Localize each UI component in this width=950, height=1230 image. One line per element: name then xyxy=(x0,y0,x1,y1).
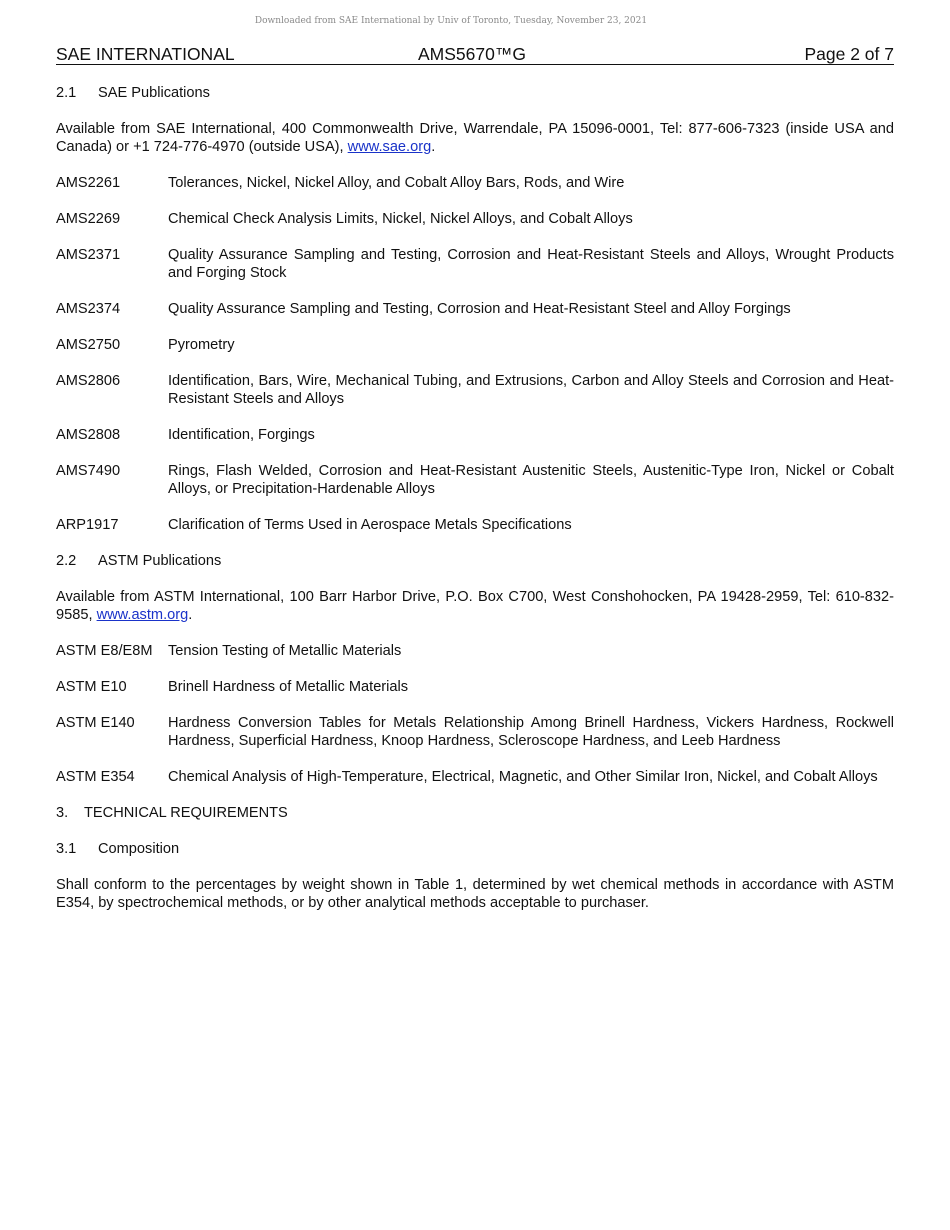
reference-code: AMS2269 xyxy=(56,211,121,227)
reference-title: Pyrometry xyxy=(168,337,235,353)
page-header xyxy=(56,44,894,65)
section-number: 2.1 xyxy=(56,85,77,101)
reference-title: Clarification of Terms Used in Aerospace Metals Specifications xyxy=(168,517,572,533)
reference-item xyxy=(56,462,894,498)
reference-item xyxy=(56,246,894,282)
section-title: ASTM Publications xyxy=(98,553,222,569)
document-body xyxy=(56,84,894,912)
sae-intro-text: Available from SAE International, 400 Commonwealth Drive, Warrendale, PA 15096-0001, Tel: 877-606-7323 (inside USA and Canada) or +1 724-776-4970 (outside USA), xyxy=(56,121,894,155)
section-title: TECHNICAL REQUIREMENTS xyxy=(84,805,288,821)
reference-title: Tension Testing of Metallic Materials xyxy=(168,643,402,659)
sae-availability-paragraph: Available from SAE International, 400 Commonwealth Drive, Warrendale, PA 15096-0001, Tel: 877-606-7323 (inside USA and Canada) or +1 724-776-4970 (outside USA), www.sae.org. xyxy=(56,121,894,155)
astm-availability-paragraph: Available from ASTM International, 100 Barr Harbor Drive, P.O. Box C700, West Conshohocken, PA 19428-2959, Tel: 610-832-9585, www.astm.org. xyxy=(56,589,894,623)
reference-item xyxy=(56,714,894,750)
reference-code: AMS2371 xyxy=(56,247,121,263)
section-number: 3. xyxy=(56,805,69,821)
reference-code: ASTM E140 xyxy=(56,715,135,731)
reference-item xyxy=(56,210,894,228)
header-org: SAE INTERNATIONAL xyxy=(56,44,235,64)
download-notice: Downloaded from SAE International by Univ of Toronto, Tuesday, November 23, 2021 xyxy=(254,16,648,26)
reference-item xyxy=(56,174,894,192)
reference-item xyxy=(56,642,894,660)
reference-title: Chemical Check Analysis Limits, Nickel, Nickel Alloys, and Cobalt Alloys xyxy=(168,211,633,227)
reference-code: AMS2808 xyxy=(56,427,121,443)
header-doc-number: AMS5670™G xyxy=(418,44,526,64)
reference-title: Identification, Bars, Wire, Mechanical Tubing, and Extrusions, Carbon and Alloy Steels and Corrosion and Heat-Resistant Steels and Alloys xyxy=(168,373,894,407)
sae-website-link[interactable]: www.sae.org xyxy=(347,139,432,155)
composition-paragraph: Shall conform to the percentages by weight shown in Table 1, determined by wet chemical methods in accordance with ASTM E354, by spectrochemical methods, or by other analytical methods acceptable to purchaser. xyxy=(56,877,894,911)
section-number: 2.2 xyxy=(56,553,77,569)
section-title: SAE Publications xyxy=(98,85,210,101)
reference-code: AMS2806 xyxy=(56,373,121,389)
header-page-number: Page 2 of 7 xyxy=(804,44,894,64)
reference-item xyxy=(56,372,894,408)
section-heading-technical xyxy=(56,804,894,822)
reference-title: Identification, Forgings xyxy=(168,427,315,443)
section-heading-astm xyxy=(56,552,894,570)
section-heading-sae xyxy=(56,84,894,102)
reference-code: AMS2261 xyxy=(56,175,121,191)
reference-title: Chemical Analysis of High-Temperature, Electrical, Magnetic, and Other Similar Iron, Nickel, and Cobalt Alloys xyxy=(168,769,878,785)
astm-intro-text: Available from ASTM International, 100 Barr Harbor Drive, P.O. Box C700, West Conshohocken, PA 19428-2959, Tel: 610-832-9585, xyxy=(56,589,894,623)
reference-item xyxy=(56,426,894,444)
reference-item xyxy=(56,300,894,318)
reference-code: AMS7490 xyxy=(56,463,121,479)
reference-title: Tolerances, Nickel, Nickel Alloy, and Cobalt Alloy Bars, Rods, and Wire xyxy=(168,175,625,191)
reference-item xyxy=(56,678,894,696)
reference-title: Rings, Flash Welded, Corrosion and Heat-Resistant Austenitic Steels, Austenitic-Type Iron, Nickel or Cobalt Alloys, or Precipitation-Hardenable Alloys xyxy=(168,463,894,497)
reference-item xyxy=(56,336,894,354)
section-heading-composition xyxy=(56,840,894,858)
section-number: 3.1 xyxy=(56,841,77,857)
reference-title: Quality Assurance Sampling and Testing, Corrosion and Heat-Resistant Steel and Alloy Forgings xyxy=(168,301,791,317)
reference-code: ARP1917 xyxy=(56,517,119,533)
reference-title: Quality Assurance Sampling and Testing, Corrosion and Heat-Resistant Steels and Alloys, Wrought Products and Forging Stock xyxy=(168,247,894,281)
reference-item xyxy=(56,768,894,786)
reference-title: Brinell Hardness of Metallic Materials xyxy=(168,679,409,695)
reference-code: ASTM E8/E8M xyxy=(56,643,153,659)
reference-code: ASTM E10 xyxy=(56,679,127,695)
astm-website-link[interactable]: www.astm.org xyxy=(96,607,189,623)
reference-code: AMS2374 xyxy=(56,301,121,317)
reference-code: AMS2750 xyxy=(56,337,121,353)
reference-title: Hardness Conversion Tables for Metals Relationship Among Brinell Hardness, Vickers Hardness, Rockwell Hardness, Superficial Hardness, Knoop Hardness, Scleroscope Hardness, and Leeb Hardness xyxy=(168,715,894,749)
reference-item xyxy=(56,516,894,534)
reference-code: ASTM E354 xyxy=(56,769,135,785)
section-title: Composition xyxy=(98,841,180,857)
